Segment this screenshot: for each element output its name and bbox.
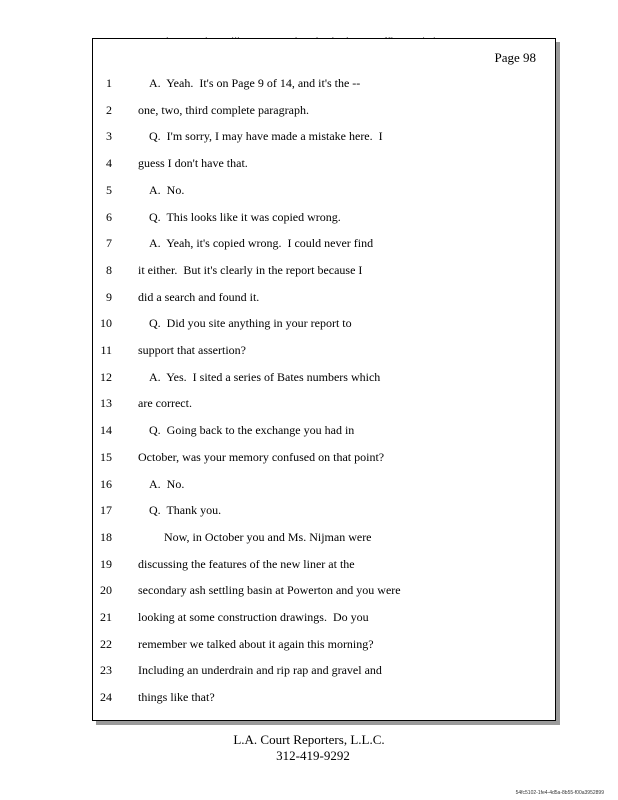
- line-number: 9: [106, 289, 112, 304]
- line-number: 23: [100, 663, 112, 678]
- reporter-company: L.A. Court Reporters, L.L.C.: [233, 732, 385, 747]
- line-number: 5: [106, 182, 112, 197]
- transcript-line: Q. Going back to the exchange you had in: [149, 423, 355, 438]
- line-number: 22: [100, 636, 112, 651]
- transcript-line: A. No.: [149, 476, 185, 491]
- transcript-line: A. Yeah, it's copied wrong. I could never find: [149, 236, 374, 251]
- transcript-line: Q. This looks like it was copied wrong.: [149, 209, 341, 224]
- document-id: 54fc5102-1fe4-4d5a-8b55-f00a3952899: [515, 790, 604, 796]
- line-number: 13: [100, 396, 112, 411]
- line-number: 24: [100, 690, 112, 705]
- transcript-line: things like that?: [138, 690, 215, 705]
- line-number: 1: [106, 76, 112, 90]
- transcript-line: Q. Did you site anything in your report to: [149, 316, 352, 331]
- transcript-line: support that assertion?: [138, 343, 246, 357]
- page-number: Page 98: [494, 50, 536, 65]
- transcript-page: [92, 38, 556, 721]
- transcript-line: are correct.: [138, 396, 192, 411]
- line-number: 21: [100, 610, 112, 624]
- transcript-line: looking at some construction drawings. Do you: [138, 610, 369, 624]
- transcript-line: Including an underdrain and rip rap and gravel and: [138, 663, 382, 678]
- line-number: 16: [100, 476, 112, 491]
- line-number: 6: [106, 209, 112, 224]
- line-number: 4: [106, 156, 112, 171]
- transcript-line: secondary ash settling basin at Powerton and you were: [138, 583, 401, 598]
- transcript-line: A. No.: [149, 182, 185, 197]
- transcript-line: guess I don't have that.: [138, 156, 248, 171]
- line-number: 12: [100, 369, 112, 384]
- line-number: 8: [106, 262, 112, 277]
- transcript-line: A. Yes. I sited a series of Bates numbers which: [149, 369, 381, 384]
- line-number: 20: [100, 583, 112, 598]
- transcript-line: did a search and found it.: [138, 289, 260, 304]
- reporter-phone: 312-419-9292: [276, 748, 350, 763]
- transcript-line: one, two, third complete paragraph.: [138, 102, 309, 117]
- transcript-line: it either. But it's clearly in the report because I: [138, 262, 363, 277]
- line-number: 10: [100, 316, 112, 331]
- transcript-line: October, was your memory confused on that point?: [138, 449, 385, 464]
- line-number: 17: [100, 503, 112, 518]
- transcript-line: Q. Thank you.: [149, 503, 222, 518]
- transcript-line: discussing the features of the new liner at the: [138, 556, 355, 571]
- transcript-line: A. Yeah. It's on Page 9 of 14, and it's the --: [149, 76, 361, 90]
- line-number: 3: [106, 129, 112, 144]
- transcript-line: Now, in October you and Ms. Nijman were: [164, 529, 372, 544]
- line-number: 15: [100, 449, 112, 464]
- line-number: 11: [100, 343, 112, 357]
- line-number: 14: [100, 423, 112, 438]
- transcript-line: Q. I'm sorry, I may have made a mistake here. I: [149, 129, 383, 144]
- line-number: 18: [100, 529, 112, 544]
- line-number: 19: [100, 556, 112, 571]
- line-number: 2: [106, 102, 112, 117]
- transcript-line: remember we talked about it again this morning?: [138, 636, 374, 651]
- line-number: 7: [106, 236, 112, 251]
